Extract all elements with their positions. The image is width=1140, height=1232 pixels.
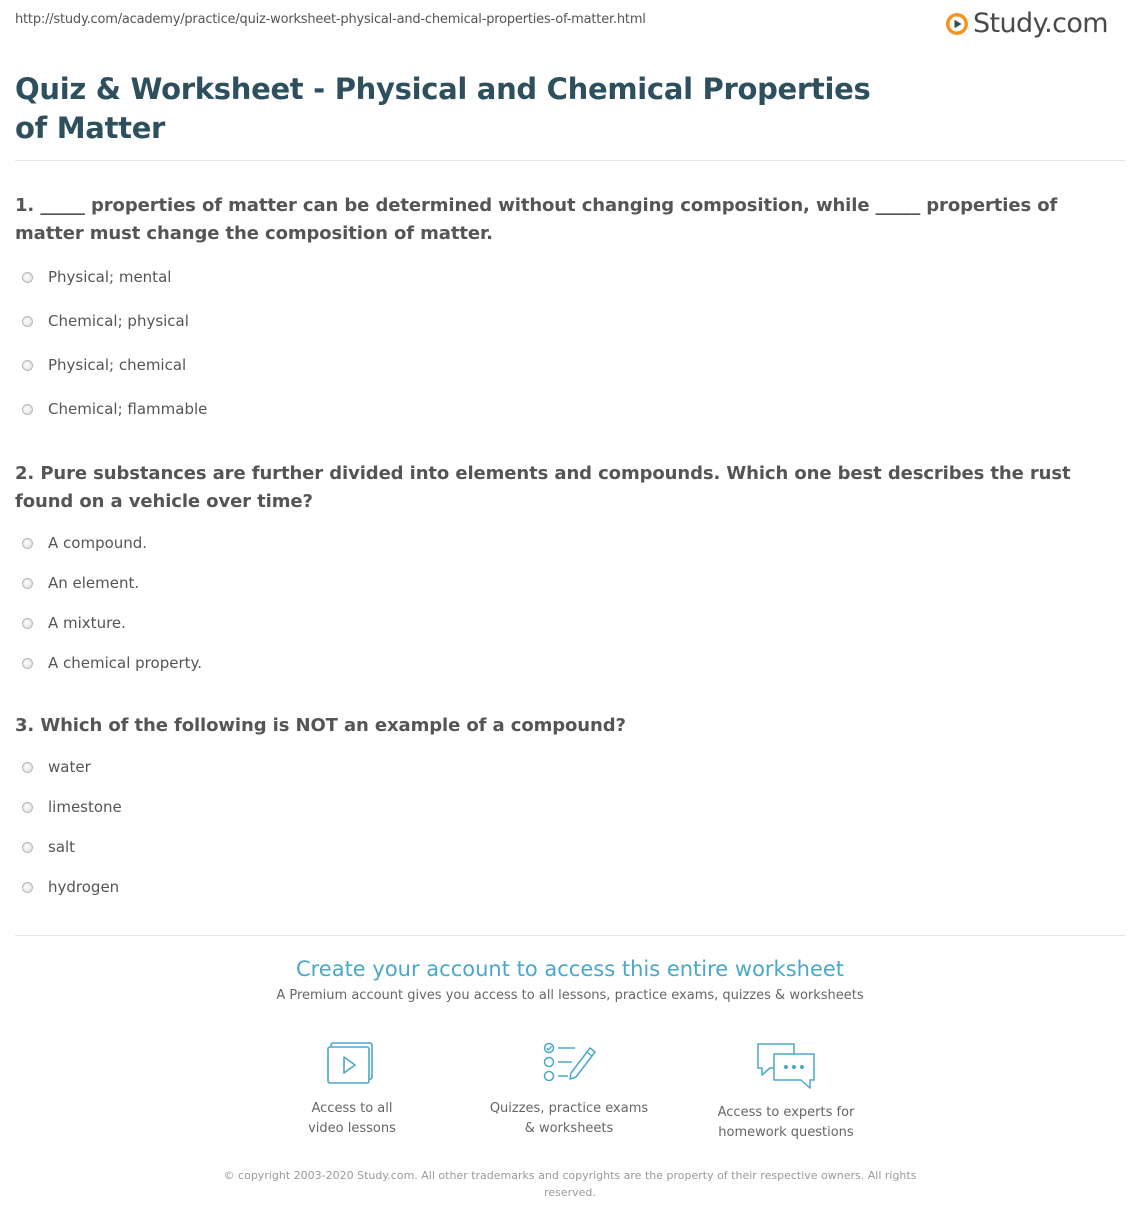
answer-option[interactable] (22, 612, 126, 634)
answer-option[interactable] (22, 796, 122, 818)
feature-quizzes (469, 1040, 669, 1139)
divider (15, 935, 1125, 936)
study-logo[interactable] (945, 6, 1108, 42)
radio-button[interactable] (22, 882, 33, 893)
answer-option[interactable] (22, 756, 91, 778)
answer-option[interactable] (22, 652, 202, 674)
video-lesson-icon (324, 1040, 380, 1086)
quiz-checklist-icon (541, 1040, 597, 1086)
answer-label: Physical; mental (48, 268, 172, 286)
chat-experts-icon (754, 1040, 818, 1090)
answer-label: hydrogen (48, 878, 120, 896)
answer-label: Chemical; flammable (48, 400, 208, 418)
answer-label: An element. (48, 574, 140, 592)
premium-description: A Premium account gives you access to all lessons, practice exams, quizzes & worksheets (276, 988, 864, 1003)
question-3: 3. Which of the following is NOT an example of a compound? (15, 715, 626, 736)
answer-label: salt (48, 838, 76, 856)
play-logo-icon (945, 12, 969, 36)
answer-label: A chemical property. (48, 654, 203, 672)
create-account-link[interactable]: Create your account to access this entire worksheet (295, 957, 845, 981)
answer-label: Chemical; physical (48, 312, 189, 330)
feature-label: Access to experts for homework questions (717, 1105, 855, 1140)
answer-option[interactable] (22, 354, 186, 376)
answer-label: A mixture. (48, 614, 126, 632)
answer-option[interactable] (22, 836, 75, 858)
answer-label: limestone (48, 798, 122, 816)
answer-label: water (48, 758, 91, 776)
radio-button[interactable] (22, 802, 33, 813)
answer-option[interactable] (22, 876, 119, 898)
radio-button[interactable] (22, 842, 33, 853)
divider (15, 160, 1125, 161)
answer-label: Physical; chemical (48, 356, 187, 374)
radio-button[interactable] (22, 538, 33, 549)
answer-option[interactable] (22, 398, 207, 420)
question-2: 2. Pure substances are further divided into elements and compounds. Which one best describes the rust found on a vehicle over time? (15, 463, 1071, 512)
feature-experts (686, 1040, 886, 1143)
feature-video-lessons (252, 1040, 452, 1139)
radio-button[interactable] (22, 658, 33, 669)
answer-option[interactable] (22, 266, 171, 288)
radio-button[interactable] (22, 272, 33, 283)
answer-label: A compound. (48, 534, 148, 552)
page-title: Quiz & Worksheet - Physical and Chemical Properties of Matter (15, 72, 871, 145)
radio-button[interactable] (22, 316, 33, 327)
answer-option[interactable] (22, 310, 189, 332)
feature-label: Quizzes, practice exams & worksheets (489, 1101, 649, 1136)
logo-text: Study.com (973, 8, 1108, 39)
answer-option[interactable] (22, 532, 147, 554)
radio-button[interactable] (22, 618, 33, 629)
radio-button[interactable] (22, 404, 33, 415)
question-1: 1. _____ properties of matter can be determined without changing composition, while _____ properties of matter must change the composition of matter. (15, 195, 1058, 244)
page-url: http://study.com/academy/practice/quiz-worksheet-physical-and-chemical-properties-of-matter.html (15, 12, 646, 27)
radio-button[interactable] (22, 360, 33, 371)
answer-option[interactable] (22, 572, 139, 594)
feature-label: Access to all video lessons (308, 1101, 396, 1136)
copyright-notice: © copyright 2003-2020 Study.com. All other trademarks and copyrights are the property of their respective owners. All rights reserved. (223, 1169, 917, 1199)
radio-button[interactable] (22, 762, 33, 773)
radio-button[interactable] (22, 578, 33, 589)
